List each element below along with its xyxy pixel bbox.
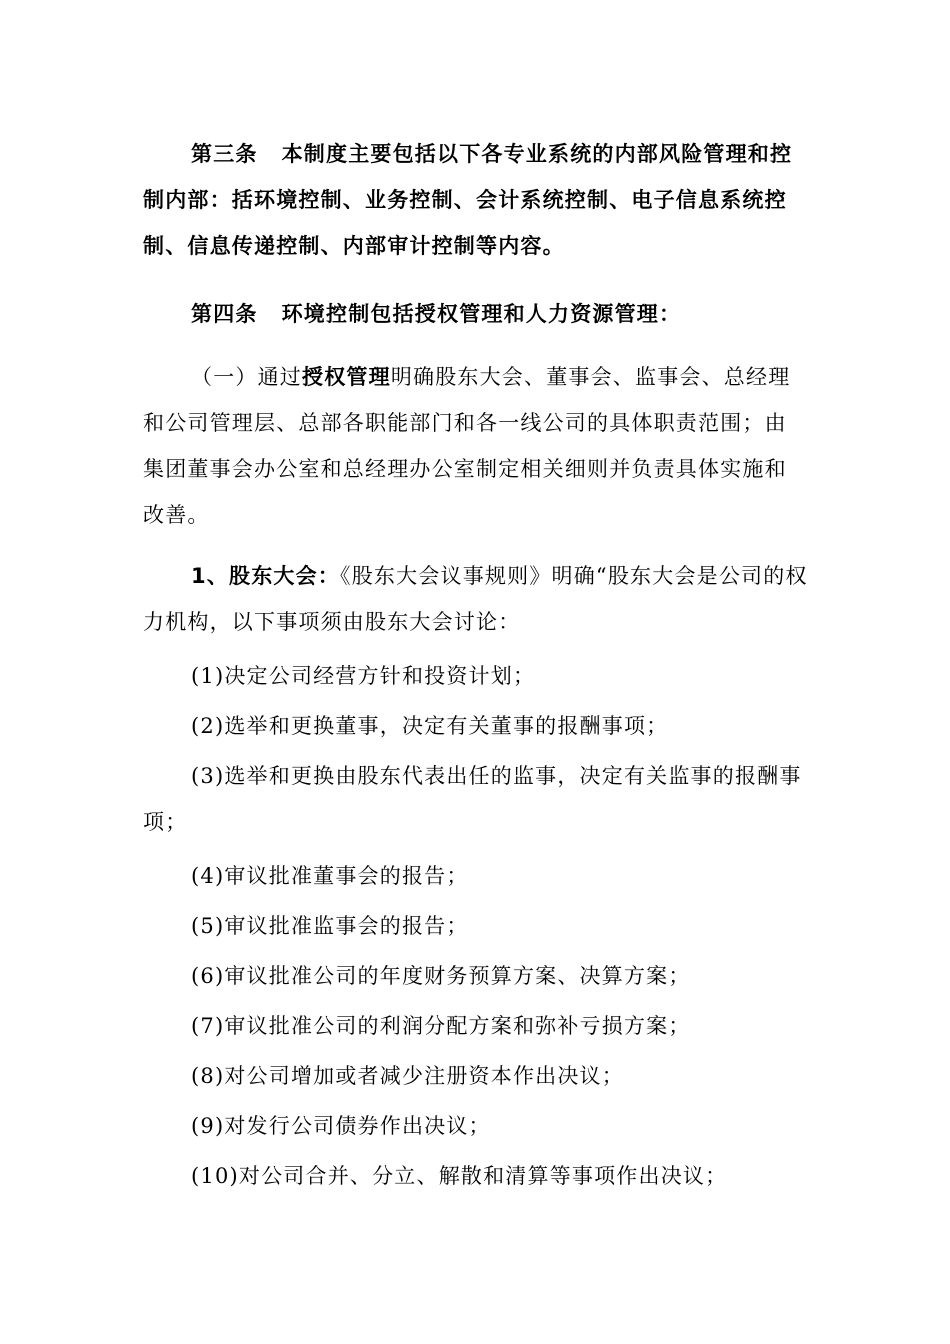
section-1-text: 明确股东大会、董事会、监事会、总经理和公司管理层、总部各职能部门和各一线公司的具体职责范围；由集团董事会办公室和总经理办公室制定相关细则并负责具体实施和改善。: [143, 365, 791, 527]
section-1-prefix: （一）通过: [191, 365, 302, 389]
list-item: (8)对公司增加或者减少注册资本作出决议；: [191, 1064, 624, 1088]
article-4-heading: 第四条: [191, 302, 258, 326]
article-3-heading: 第三条: [191, 142, 258, 166]
list-item: (4)审议批准董事会的报告；: [191, 864, 469, 888]
item-1-heading: 1、股东大会：: [191, 564, 341, 588]
list-item: (9)对发行公司债券作出决议；: [191, 1114, 491, 1138]
list-item: (5)审议批准监事会的报告；: [191, 914, 469, 938]
list-item: (1)决定公司经营方针和投资计划；: [191, 664, 536, 688]
section-1-bold-term: 授权管理: [302, 365, 391, 389]
item-1-text: 《股东大会议事规则》明确“股东大会是公司的权力机构，以下事项须由股东大会讨论：: [143, 564, 808, 634]
article-3-paragraph: [143, 131, 808, 269]
list-item: (3)选举和更换由股东代表出任的监事，决定有关监事的报酬事项；: [143, 764, 802, 834]
list-item: (6)审议批准公司的年度财务预算方案、决算方案；: [191, 964, 691, 988]
list-item: (10)对公司合并、分立、解散和清算等事项作出决议；: [191, 1164, 728, 1188]
article-4-paragraph: [143, 291, 808, 337]
article-4-text: 环境控制包括授权管理和人力资源管理：: [281, 302, 682, 326]
article-3-text: 本制度主要包括以下各专业系统的内部风险管理和控制内部：括环境控制、业务控制、会计系统控制、电子信息系统控制、信息传递控制、内部审计控制等内容。: [143, 142, 793, 258]
section-1-paragraph: [143, 354, 808, 538]
item-1-paragraph: [143, 553, 808, 645]
list-item: (7)审议批准公司的利润分配方案和弥补亏损方案；: [191, 1014, 691, 1038]
list-item: (2)选举和更换董事，决定有关董事的报酬事项；: [191, 714, 669, 738]
